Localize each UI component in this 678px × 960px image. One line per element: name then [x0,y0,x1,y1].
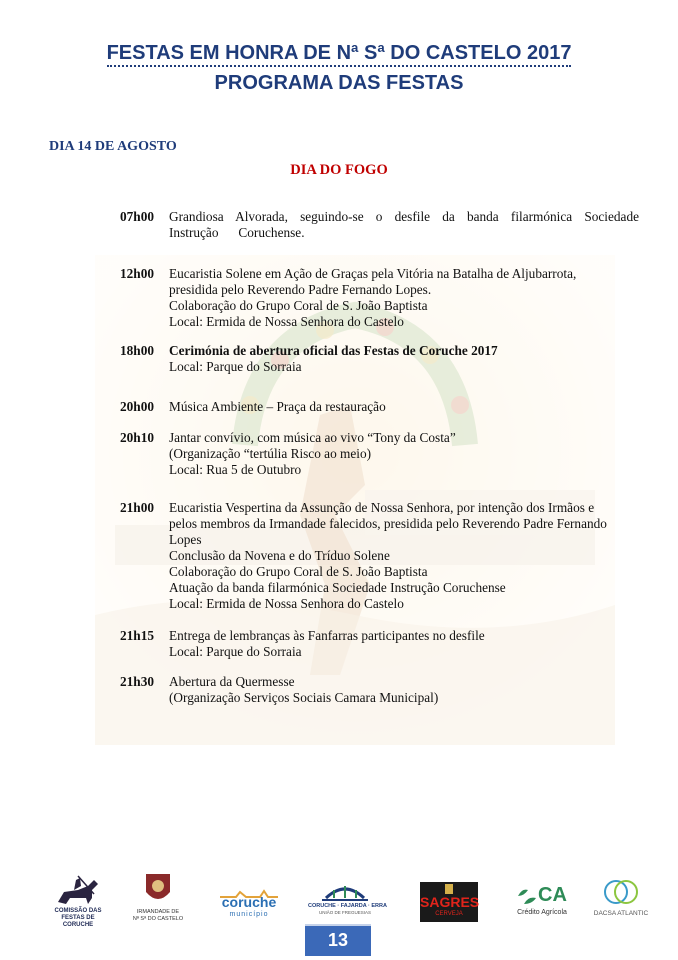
coruche-municipio-logo: coruche município [216,886,282,926]
day-label: DIA 14 DE AGOSTO [49,139,177,154]
event-line: Eucaristia Vespertina da Assunção de Nossa Senhora, por intenção dos Irmãos e [169,500,595,515]
event-line: Local: Ermida de Nossa Senhora do Castelo [169,314,404,329]
event-line: Lopes [169,532,202,547]
rings-icon [590,876,652,908]
page-title: FESTAS EM HONRA DE Nª Sª DO CASTELO 2017 [0,42,678,65]
event-line: (Organização Serviços Sociais Camara Municipal) [169,690,439,705]
sagres-logo: SAGRES CERVEJA [420,882,478,922]
event-line: Local: Rua 5 de Outubro [169,462,302,477]
credito-agricola-logo: CA Crédito Agrícola [517,884,567,916]
event-time: 20h00 [120,399,154,414]
event-line: Abertura da Quermesse [169,674,295,689]
irmandade-logo: IRMANDADE DE Nª Sª DO CASTELO [130,872,186,930]
page-number: 13 [305,924,371,956]
event-line: Local: Parque do Sorraia [169,644,302,659]
event-time: 21h15 [120,628,154,643]
uniao-freguesias-logo: CORUCHE · FAJARDA · ERRA UNIÃO DE FREGUESIAS [312,878,378,928]
dacsa-atlantic-logo: DACSA ATLANTIC [590,876,652,928]
page-subtitle: PROGRAMA DAS FESTAS [214,72,464,94]
event-line: Atuação da banda filarmónica Sociedade Instrução Coruchense [169,580,506,595]
event-time: 21h00 [120,500,154,515]
event-line: Conclusão da Novena e do Tríduo Solene [169,548,390,563]
shield-icon [130,872,186,906]
event-line: Grandiosa Alvorada, seguindo-se o desfile da banda filarmónica Sociedade [169,209,639,224]
event-line: Colaboração do Grupo Coral de S. João Baptista [169,298,428,313]
event-line: Instrução Coruchense. [169,225,305,240]
event-line: Jantar convívio, com música ao vivo “Tony da Costa” [169,430,456,445]
leaf-icon [516,886,538,906]
comissao-festas-logo: COMISSÃO DAS FESTAS DE CORUCHE [48,874,108,926]
event-time: 18h00 [120,343,154,358]
event-line: Entrega de lembranças às Fanfarras participantes no desfile [169,628,485,643]
event-time: 21h30 [120,674,154,689]
event-line: Cerimónia de abertura oficial das Festas de Coruche 2017 [169,343,498,358]
bridge-icon [312,878,378,902]
event-time: 12h00 [120,266,154,281]
event-line: Local: Parque do Sorraia [169,359,302,374]
event-line: Colaboração do Grupo Coral de S. João Baptista [169,564,428,579]
event-time: 20h10 [120,430,154,445]
day-theme: DIA DO FOGO [290,162,388,178]
event-line: Música Ambiente – Praça da restauração [169,399,386,414]
event-time: 07h00 [120,209,154,224]
event-line: pelos membros da Irmandade falecidos, presidida pelo Reverendo Padre Fernando [169,516,607,531]
event-line: Local: Ermida de Nossa Senhora do Castelo [169,596,404,611]
horse-rider-icon [48,874,108,908]
event-line: presidida pelo Reverendo Padre Fernando Lopes. [169,282,432,297]
event-line: Eucaristia Solene em Ação de Graças pela Vitória na Batalha de Aljubarrota, [169,266,577,281]
event-line: (Organização “tertúlia Risco ao meio) [169,446,372,461]
